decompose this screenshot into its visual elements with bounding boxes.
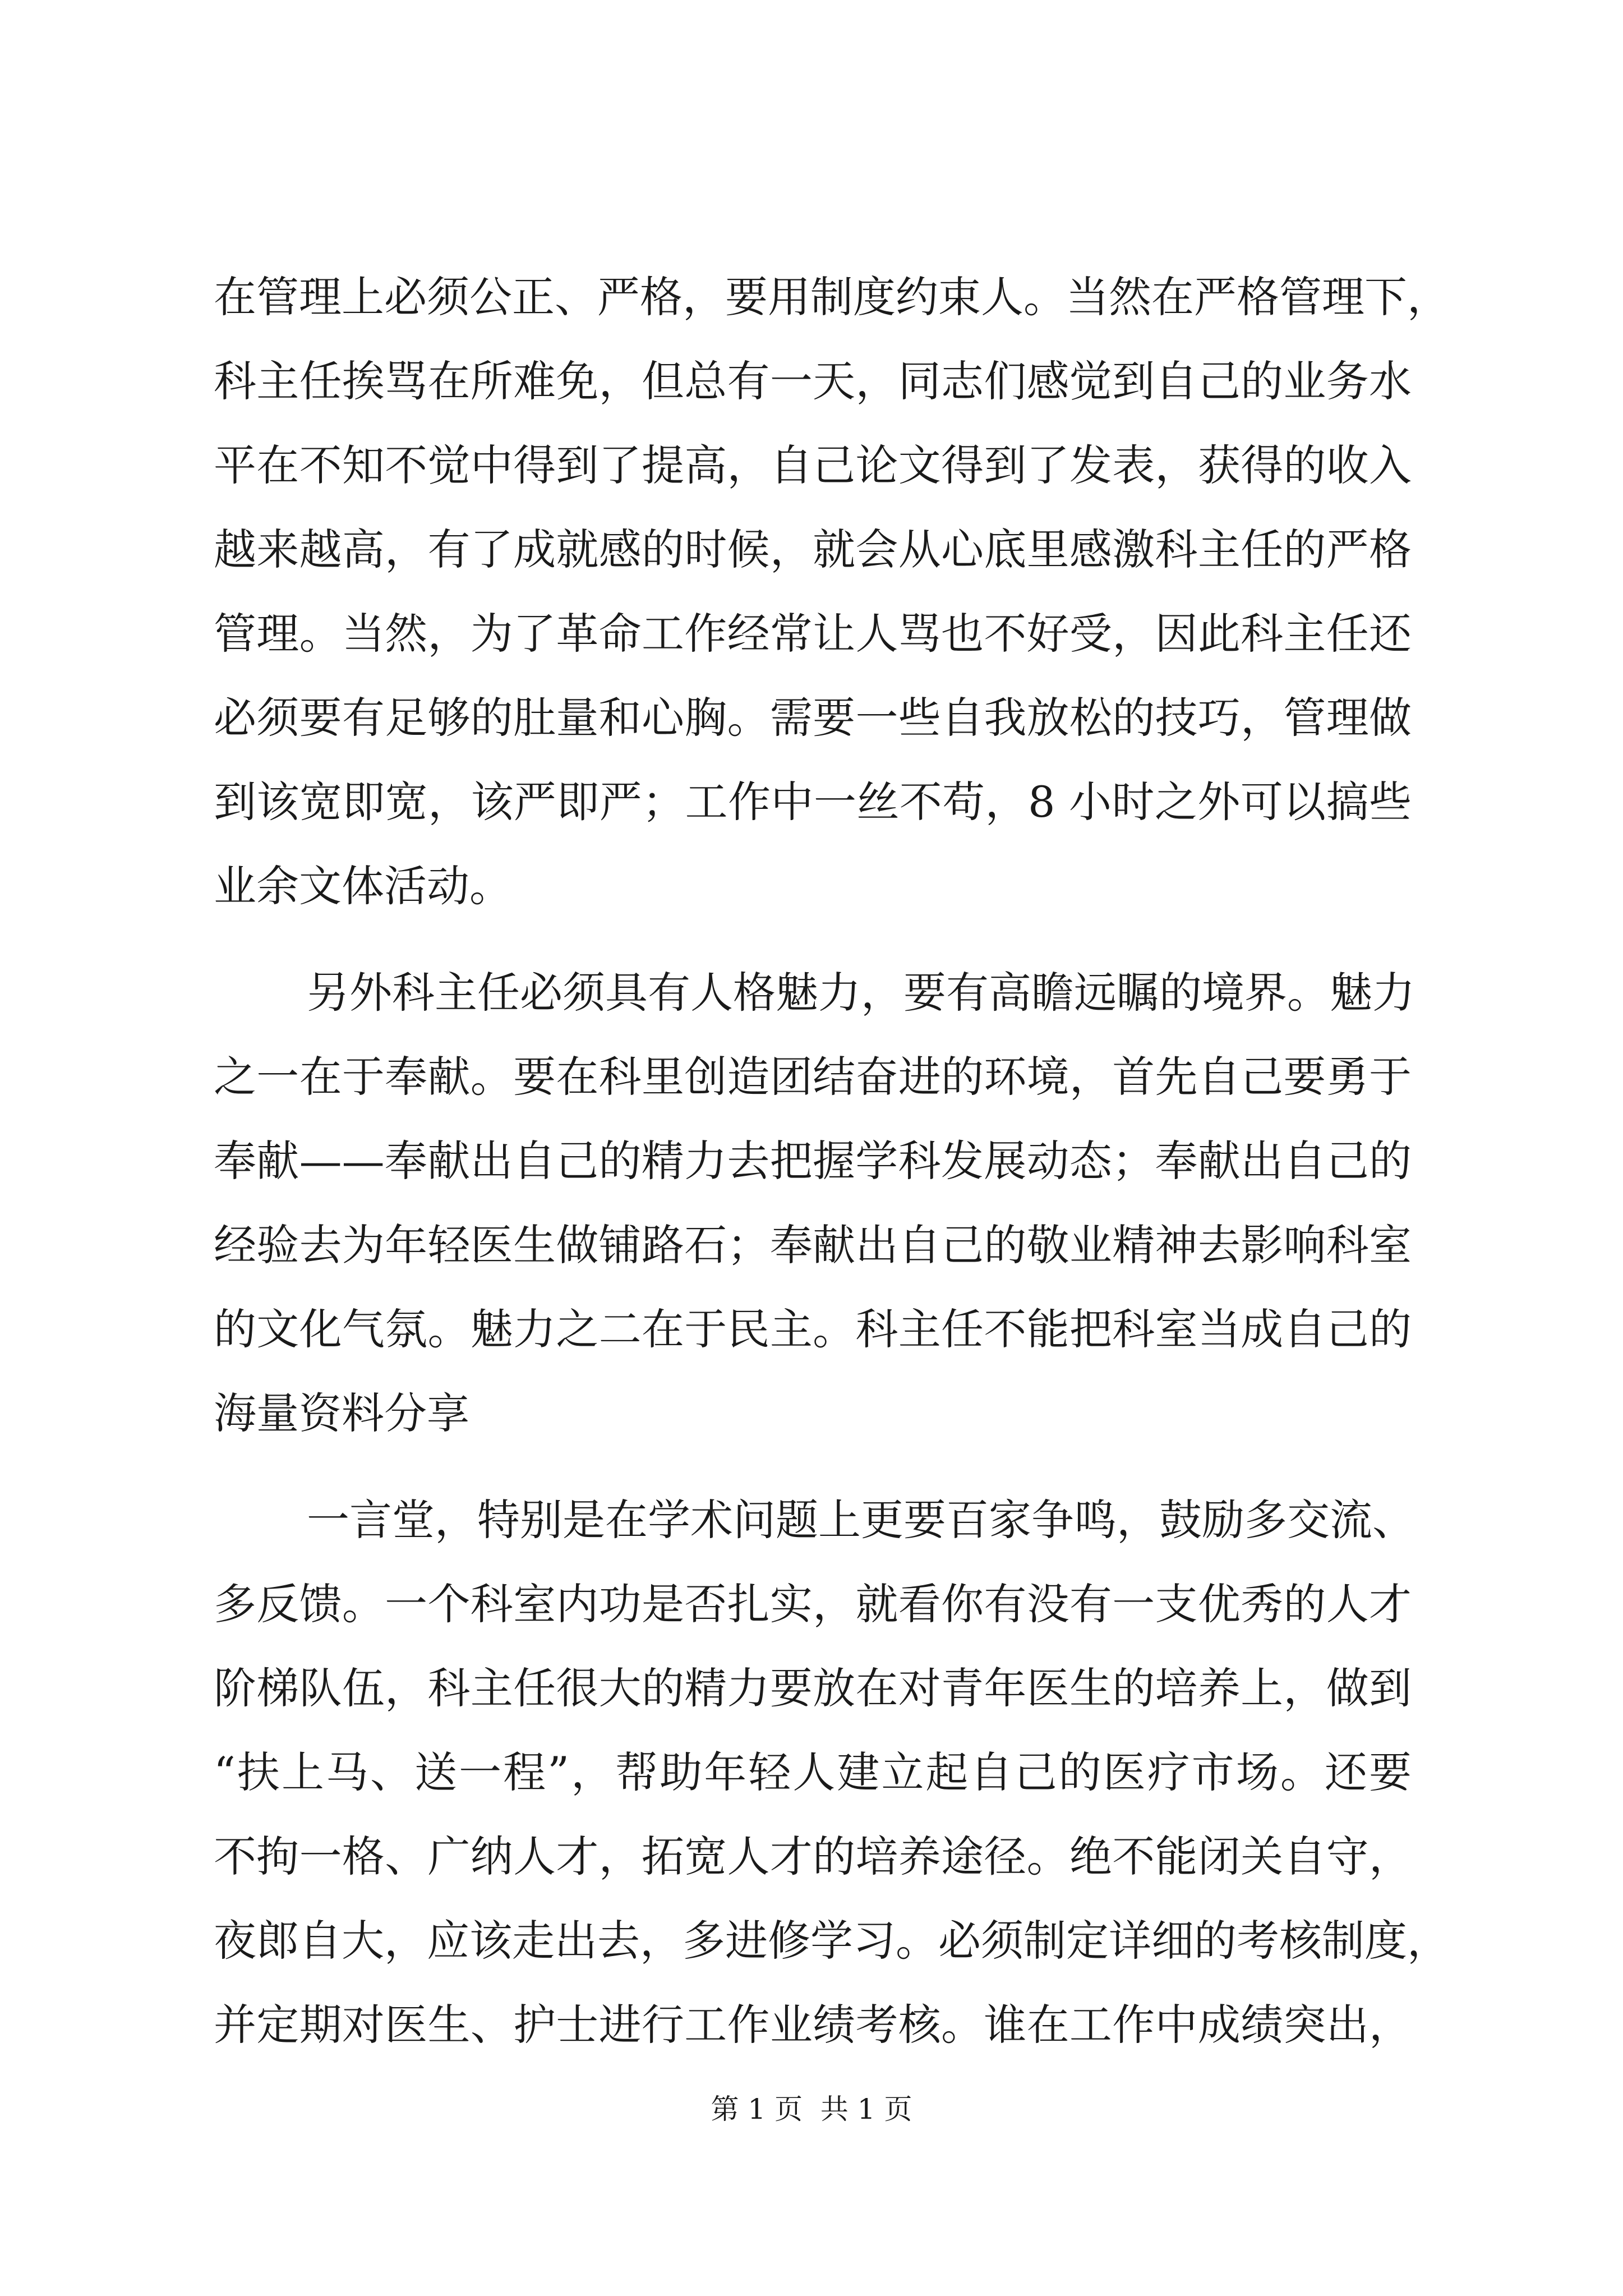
paragraph-2-line-1: 另外科主任必须具有人格魅力，要有高瞻远瞩的境界。魅力 xyxy=(307,968,1415,1018)
paragraph-1-line-1: 在管理上必须公正、严格，要用制度约束人。当然在严格管理下， xyxy=(214,272,1450,322)
paragraph-3-line-5: 不拘一格、广纳人才，拓宽人才的培养途径。绝不能闭关自守， xyxy=(214,1832,1412,1881)
paragraph-1-line-6: 必须要有足够的肚量和心胸。需要一些自我放松的技巧，管理做 xyxy=(214,693,1412,743)
paragraph-1-line-8: 业余文体活动。 xyxy=(214,861,512,911)
paragraph-2-line-5: 的文化气氛。魅力之二在于民主。科主任不能把科室当成自己的 xyxy=(214,1304,1412,1354)
paragraph-3-line-6: 夜郎自大，应该走出去，多进修学习。必须制定详细的考核制度， xyxy=(214,1916,1450,1966)
paragraph-3-line-2: 多反馈。一个科室内功是否扎实，就看你有没有一支优秀的人才 xyxy=(214,1579,1412,1629)
paragraph-2-line-3: 奉献——奉献出自己的精力去把握学科发展动态；奉献出自己的 xyxy=(214,1136,1412,1186)
paragraph-3-line-3: 阶梯队伍，科主任很大的精力要放在对青年医生的培养上，做到 xyxy=(214,1663,1412,1713)
paragraph-1-line-2: 科主任挨骂在所难免，但总有一天，同志们感觉到自己的业务水 xyxy=(214,356,1412,406)
paragraph-1-line-5: 管理。当然，为了革命工作经常让人骂也不好受，因此科主任还 xyxy=(214,609,1412,659)
paragraph-1-line-7: 到该宽即宽，该严即严；工作中一丝不苟，8 小时之外可以搞些 xyxy=(214,777,1412,827)
paragraph-2-line-6: 海量资料分享 xyxy=(214,1388,469,1438)
paragraph-2-line-4: 经验去为年轻医生做铺路石；奉献出自己的敬业精神去影响科室 xyxy=(214,1220,1412,1270)
paragraph-1-line-4: 越来越高，有了成就感的时候，就会从心底里感激科主任的严格 xyxy=(214,524,1412,574)
paragraph-3-line-4: “扶上马、送一程”，帮助年轻人建立起自己的医疗市场。还要 xyxy=(214,1747,1412,1797)
page-footer xyxy=(0,2087,1623,2132)
paragraph-2-line-2: 之一在于奉献。要在科里创造团结奋进的环境，首先自己要勇于 xyxy=(214,1052,1412,1102)
paragraph-3-line-7: 并定期对医生、护士进行工作业绩考核。谁在工作中成绩突出， xyxy=(214,2000,1412,2050)
paragraph-1-line-3: 平在不知不觉中得到了提高，自己论文得到了发表，获得的收入 xyxy=(214,440,1412,490)
page-number-label: 第 1 页 共 1 页 xyxy=(711,2093,912,2125)
paragraph-3-line-1: 一言堂，特别是在学术问题上更要百家争鸣，鼓励多交流、 xyxy=(307,1495,1415,1545)
